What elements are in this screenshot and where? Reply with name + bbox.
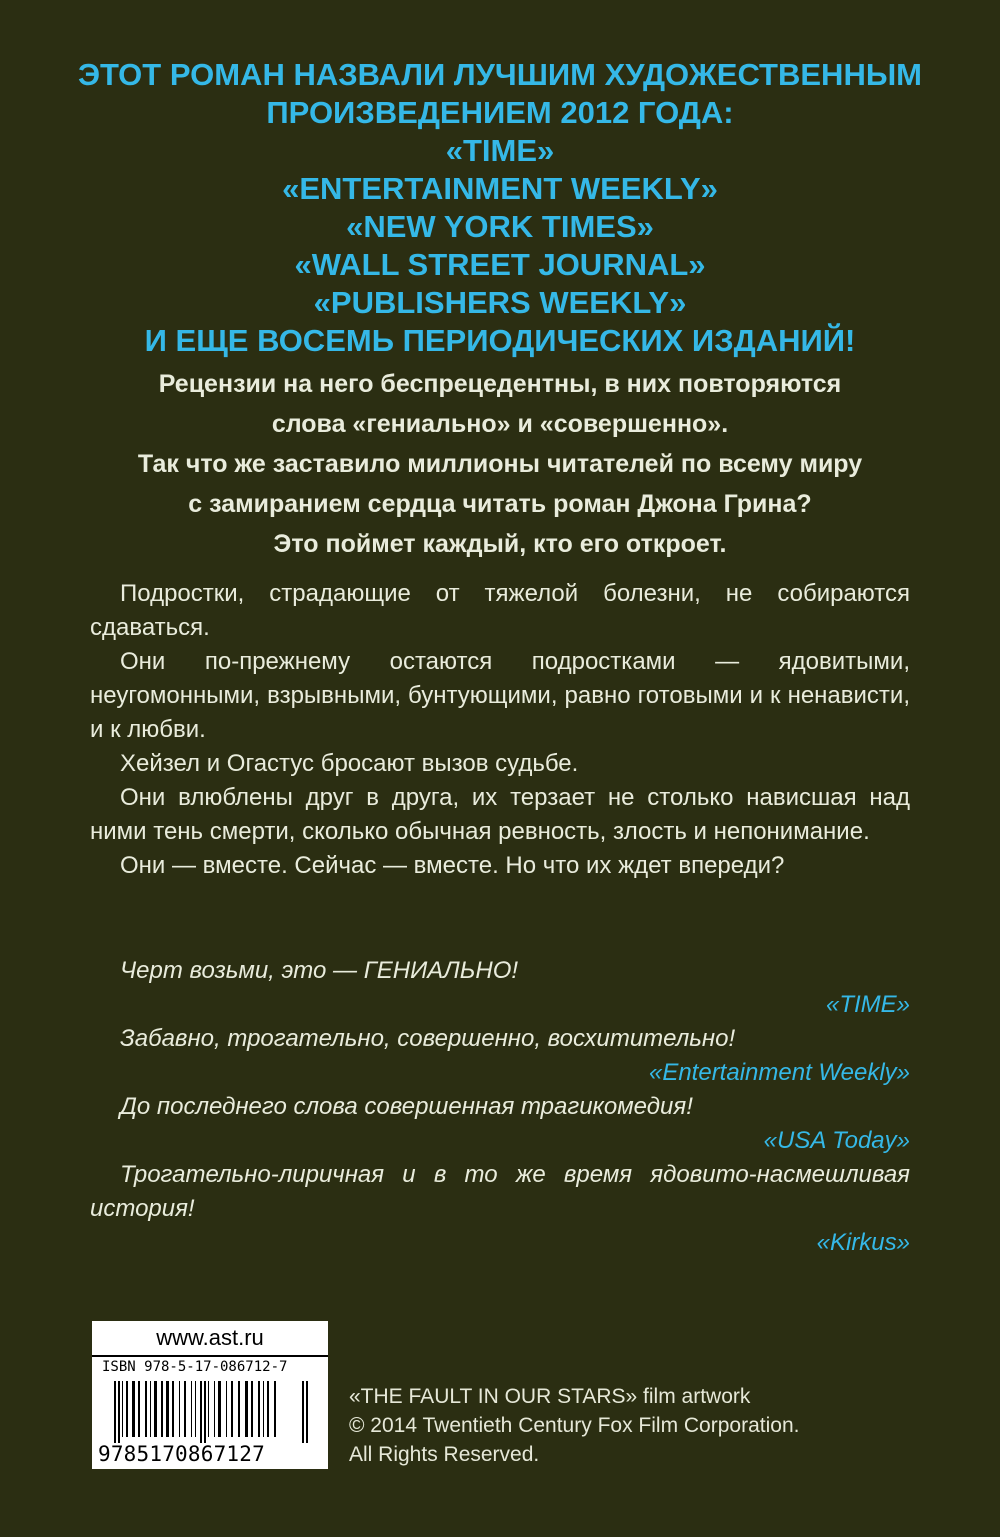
- barcode-bar: [195, 1381, 196, 1437]
- barcode-bar: [122, 1381, 123, 1437]
- description-paragraph: Они влюблены друг в друга, их терзает не столько нависшая над ними тень смерти, сколько обычная ревность, злость и непонимание.: [90, 784, 910, 845]
- barcode-bar: [208, 1381, 209, 1437]
- headline-line: ЭТОТ РОМАН НАЗВАЛИ ЛУЧШИМ ХУДОЖЕСТВЕННЫМ: [77, 57, 923, 92]
- barcode-icon: [92, 1381, 328, 1443]
- headline-line: И ЕЩЕ ВОСЕМЬ ПЕРИОДИЧЕСКИХ ИЗДАНИЙ!: [144, 323, 856, 358]
- barcode-digits: 9785170867127: [98, 1442, 265, 1466]
- barcode-bar: [154, 1381, 157, 1437]
- barcode-bar: [184, 1381, 186, 1437]
- headline-block: [60, 56, 940, 360]
- description-paragraph: Хейзел и Огастус бросают вызов судьбе.: [120, 750, 579, 777]
- barcode-bar: [218, 1381, 221, 1437]
- barcode-bar: [258, 1381, 260, 1437]
- intro-line: с замиранием сердца читать роман Джона Грина?: [188, 490, 812, 518]
- headline-line: «ENTERTAINMENT WEEKLY»: [282, 171, 718, 206]
- description-paragraph: Они по-прежнему остаются подростками — ядовитыми, неугомонными, взрывными, бунтующими, равно готовыми и к ненависти, и к любви.: [90, 648, 910, 743]
- review-quote: Черт возьми, это — ГЕНИАЛЬНО!: [120, 957, 519, 984]
- barcode-bar: [191, 1381, 192, 1437]
- headline-line: «PUBLISHERS WEEKLY»: [313, 285, 687, 320]
- headline-line: «TIME»: [445, 133, 555, 168]
- barcode-bar: [214, 1381, 215, 1437]
- headline-line: ПРОИЗВЕДЕНИЕМ 2012 ГОДА:: [266, 95, 734, 130]
- barcode-bar: [302, 1381, 304, 1443]
- divider: [92, 1355, 328, 1357]
- barcode-bar: [226, 1381, 227, 1437]
- headline-line: «WALL STREET JOURNAL»: [294, 247, 706, 282]
- review-quote: Трогательно-лиричная и в то же время ядовито-насмешливая история!: [90, 1161, 910, 1222]
- barcode-bar: [114, 1381, 116, 1443]
- intro-line: Так что же заставило миллионы читателей по всему миру: [137, 450, 863, 478]
- barcode-bar: [166, 1381, 169, 1437]
- intro-line: Рецензии на него беспрецедентны, в них повторяются: [158, 370, 842, 398]
- review-source: «TIME»: [825, 991, 910, 1018]
- barcode-bar: [274, 1381, 276, 1437]
- review-quote: Забавно, трогательно, совершенно, восхитительно!: [120, 1025, 736, 1052]
- barcode-bar: [179, 1381, 180, 1437]
- headline-line: «NEW YORK TIMES»: [346, 209, 654, 244]
- review-source: «Entertainment Weekly»: [648, 1059, 910, 1086]
- isbn-label: ISBN 978-5-17-086712-7: [102, 1359, 288, 1375]
- publisher-website: www.ast.ru: [156, 1325, 264, 1350]
- review-quote: До последнего слова совершенная трагикомедия!: [120, 1093, 693, 1120]
- barcode-bar: [306, 1381, 308, 1443]
- barcode-bar: [126, 1381, 128, 1437]
- barcode-bar: [138, 1381, 140, 1437]
- description-block: [90, 577, 910, 883]
- description-paragraph: Подростки, страдающие от тяжелой болезни, не собираются сдаваться.: [90, 580, 910, 641]
- barcode-bar: [172, 1381, 174, 1437]
- barcode-bar: [251, 1381, 253, 1437]
- barcode-bar: [231, 1381, 233, 1437]
- intro-block: [60, 364, 940, 564]
- intro-line: Это поймет каждый, кто его откроет.: [273, 530, 727, 558]
- barcode-bar: [150, 1381, 151, 1437]
- barcode-bar: [145, 1381, 147, 1437]
- intro-line: слова «гениально» и «совершенно».: [271, 410, 729, 438]
- credit-line: All Rights Reserved.: [349, 1443, 540, 1466]
- barcode-bar: [245, 1381, 248, 1437]
- barcode-bar: [267, 1381, 269, 1437]
- credit-line: © 2014 Twentieth Century Fox Film Corporation.: [349, 1414, 800, 1437]
- reviews-block: [90, 954, 910, 1260]
- barcode-panel: [92, 1321, 328, 1469]
- barcode-bar: [238, 1381, 240, 1437]
- description-paragraph: Они — вместе. Сейчас — вместе. Но что их ждет впереди?: [120, 852, 785, 879]
- review-source: «Kirkus»: [816, 1229, 910, 1256]
- barcode-bar: [263, 1381, 264, 1437]
- barcode-bar: [200, 1381, 202, 1443]
- copyright-credits: [349, 1382, 949, 1469]
- review-source: «USA Today»: [763, 1127, 910, 1154]
- barcode-bar: [118, 1381, 120, 1443]
- barcode-bar: [161, 1381, 163, 1437]
- barcode-bar: [204, 1381, 206, 1443]
- barcode-bar: [132, 1381, 135, 1437]
- credit-line: «THE FAULT IN OUR STARS» film artwork: [349, 1385, 751, 1408]
